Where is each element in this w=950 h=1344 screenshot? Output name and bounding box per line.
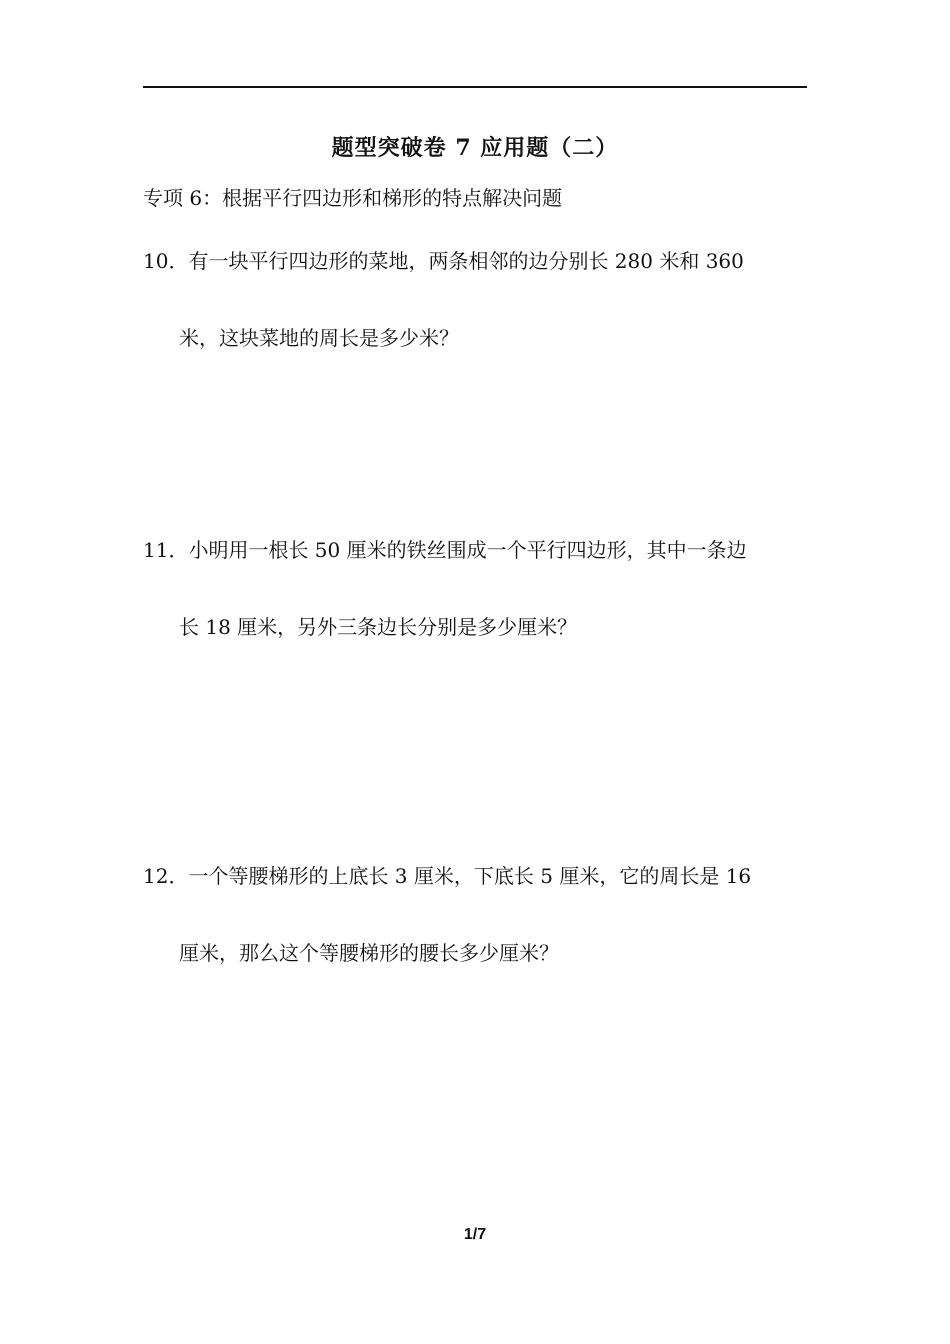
- question-text-line2: 厘米，那么这个等腰梯形的腰长多少厘米？: [179, 941, 559, 965]
- question-number: 10．: [143, 249, 189, 273]
- question-text-line1: 有一块平行四边形的菜地，两条相邻的边分别长 280 米和 360: [188, 249, 744, 273]
- question-text-line1: 小明用一根长 50 厘米的铁丝围成一个平行四边形，其中一条边: [188, 538, 747, 562]
- question-number: 12．: [143, 864, 189, 888]
- question-text-line2: 米，这块菜地的周长是多少米？: [179, 326, 459, 350]
- page-number: 1/7: [463, 1226, 487, 1243]
- document-title: 题型突破卷 7 应用题（二）: [331, 135, 619, 161]
- question-number: 11．: [143, 538, 189, 562]
- section-heading: 专项 6：根据平行四边形和梯形的特点解决问题: [143, 186, 563, 210]
- question-text-line1: 一个等腰梯形的上底长 3 厘米，下底长 5 厘米，它的周长是 16: [188, 864, 752, 888]
- header-rule: [143, 86, 807, 88]
- question-text-line2: 长 18 厘米，另外三条边长分别是多少厘米？: [179, 615, 578, 639]
